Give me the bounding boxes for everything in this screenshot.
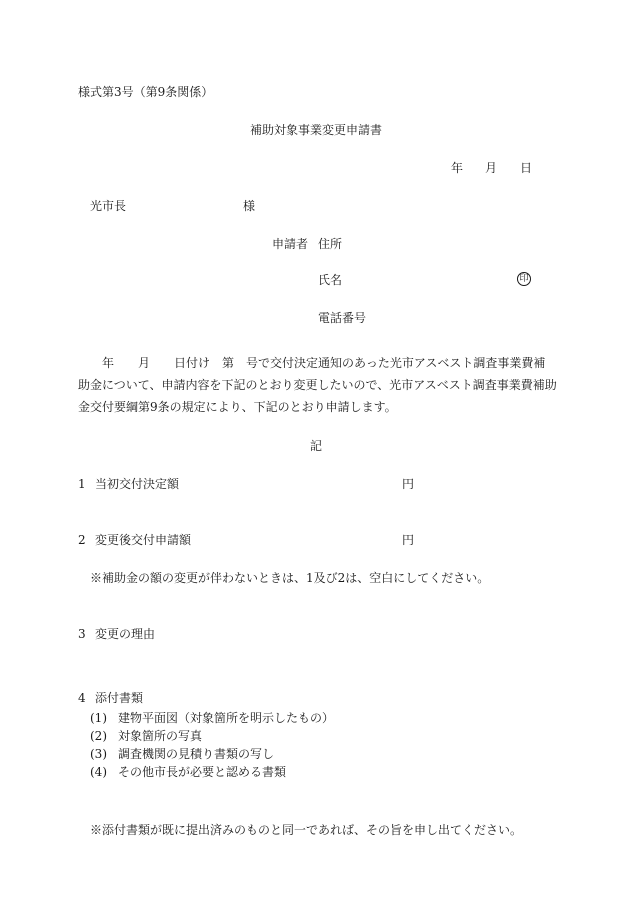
body-line-3: 金交付要綱第9条の規定により、下記のとおり申請します。 <box>78 400 397 414</box>
item-2-unit: 円 <box>402 533 415 547</box>
item-4-label: 添付書類 <box>95 691 144 705</box>
date-day: 日 <box>520 161 533 175</box>
attachment-4-number: (4) <box>90 765 107 779</box>
applicant-name-label: 氏名 <box>318 273 343 287</box>
date-month: 月 <box>485 161 498 175</box>
attachment-2-number: (2) <box>90 729 107 743</box>
attachment-3-text: 調査機関の見積り書類の写し <box>118 747 275 761</box>
item-1-label: 当初交付決定額 <box>95 477 180 491</box>
item-2-label: 変更後交付申請額 <box>95 533 192 547</box>
attachment-1-text: 建物平面図（対象箇所を明示したもの） <box>118 711 335 725</box>
ki-heading: 記 <box>310 439 323 453</box>
attachment-1-number: (1) <box>90 711 107 725</box>
request-body-text <box>78 352 557 418</box>
item-3-label: 変更の理由 <box>95 627 156 641</box>
item-2-number: 2 <box>78 533 86 547</box>
applicant-phone-label: 電話番号 <box>318 311 367 325</box>
date-year: 年 <box>451 161 464 175</box>
attachment-2-text: 対象箇所の写真 <box>118 729 203 743</box>
attachment-4-text: その他市長が必要と認める書類 <box>118 765 287 779</box>
form-number-label: 様式第3号（第9条関係） <box>78 85 214 99</box>
addressee-honorific: 様 <box>243 199 256 213</box>
item-3-number: 3 <box>78 627 86 641</box>
applicant-label: 申請者 <box>272 237 309 251</box>
note-amount-unchanged: ※補助金の額の変更が伴わないときは、1及び2は、空白にしてください。 <box>90 571 490 585</box>
attachment-3-number: (3) <box>90 747 107 761</box>
item-4-number: 4 <box>78 691 86 705</box>
document-title: 補助対象事業変更申請書 <box>250 123 383 137</box>
applicant-address-label: 住所 <box>318 237 343 251</box>
item-1-unit: 円 <box>402 477 415 491</box>
item-1-number: 1 <box>78 477 86 491</box>
body-line-1: 年 月 日付け 第 号で交付決定通知のあった光市アスベスト調査事業費補 <box>78 356 546 370</box>
body-line-2: 助金について、申請内容を下記のとおり変更したいので、光市アスベスト調査事業費補助 <box>78 378 557 392</box>
seal-mark: 印 <box>517 272 531 286</box>
addressee-name: 光市長 <box>90 199 127 213</box>
note-attachments-submitted: ※添付書類が既に提出済みのものと同一であれば、その旨を申し出てください。 <box>90 823 523 837</box>
